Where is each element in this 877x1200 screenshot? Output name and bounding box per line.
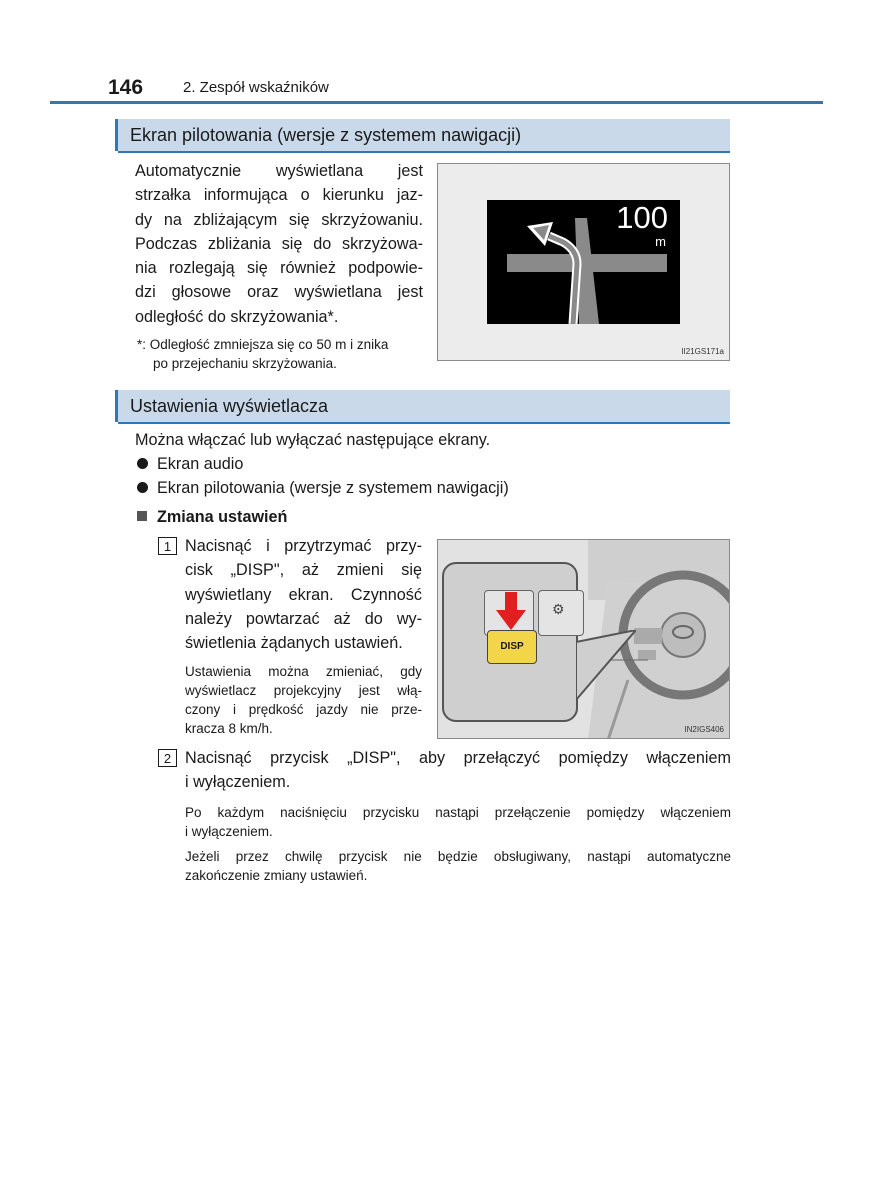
section1-paragraph [135,159,423,329]
text-line: Automatycznie wyświetlana jest [135,162,423,180]
step2-text [185,746,731,795]
bullet-item: Ekran audio [157,455,244,473]
text-line: dzi głosowe oraz wyświetlana jest [135,283,423,302]
text-line: i wyłączeniem. [185,773,291,792]
text-line: Nacisnąć przycisk „DISP", aby przełączyć pomiędzy włączeniem [185,749,731,767]
chapter-title: 2. Zespół wskaźników [183,79,329,96]
text-line: świetlenia żądanych ustawień. [185,634,403,653]
disp-button[interactable]: DISP [487,630,537,664]
text-line: nia rozlegają się również podpowie- [135,259,423,278]
header-rule [50,101,823,104]
section-heading-text: Ekran pilotowania (wersje z systemem nawigacji) [130,125,522,145]
distance-value: 100 [616,200,668,235]
text-line: kracza 8 km/h. [185,721,273,736]
footnote-line: po przejechaniu skrzyżowania. [153,356,337,371]
text-line: Podczas zbliżania się do skrzyżowa- [135,234,423,253]
square-bullet-icon [137,511,147,521]
hud-display [487,200,680,324]
text-line: zakończenie zmiany ustawień. [185,868,368,883]
text-line: cisk „DISP", aż zmieni się [185,561,422,580]
figure-label: IN2IGS406 [684,725,724,734]
section-heading-display-settings [115,390,730,422]
step-number-2: 2 [158,749,177,767]
footnote [137,335,388,373]
text-line: Ustawienia można zmieniać, gdy [185,664,422,679]
text-line: wyświetlacz projekcyjny jest włą- [185,683,422,698]
text-line: odległość do skrzyżowania*. [135,307,339,326]
text-line: strzałka informująca o kierunku jaz- [135,186,423,205]
section2-intro: Można włączać lub wyłączać następujące ekrany. [135,431,491,449]
page-number: 146 [108,76,144,99]
bullet-icon [137,482,148,493]
text-line: Nacisnąć i przytrzymać przy- [185,537,422,555]
subheading: Zmiana ustawień [157,508,288,526]
footnote-line: *: Odległość zmniejsza się co 50 m i znika [137,337,389,352]
figure-label: II21GS171a [681,347,724,356]
step2-note-2 [185,847,731,885]
text-line: dy na zbliżającym się skrzyżowaniu. [135,210,423,229]
button-closeup [442,562,578,722]
callout-pointer [576,630,636,710]
step2-note-1 [185,803,731,841]
press-arrow-icon [496,592,526,630]
step1-text [185,534,422,655]
text-line: Po każdym naciśnięciu przycisku nastąpi przełączenie pomiędzy włączeniem [185,805,731,820]
step1-note [185,662,422,738]
text-line: i wyłączeniem. [185,824,273,839]
text-line: wyświetlany ekran. Czynność [185,585,422,604]
hud-navigation-figure [437,163,730,361]
step-number-1: 1 [158,537,177,555]
dashboard-figure [437,539,730,739]
section-heading-pilot-screen [115,119,730,151]
section-heading-text: Ustawienia wyświetlacza [130,396,329,416]
distance-unit: m [655,234,666,249]
bullet-icon [137,458,148,469]
bullet-item: Ekran pilotowania (wersje z systemem nawigacji) [157,479,509,497]
text-line: Jeżeli przez chwilę przycisk nie będzie obsługiwany, nastąpi automatyczne [185,849,731,864]
text-line: należy powtarzać aż do wy- [185,609,422,628]
text-line: czony i prędkość jazdy nie prze- [185,702,422,717]
adjust-icon: ⚙ [552,601,565,617]
